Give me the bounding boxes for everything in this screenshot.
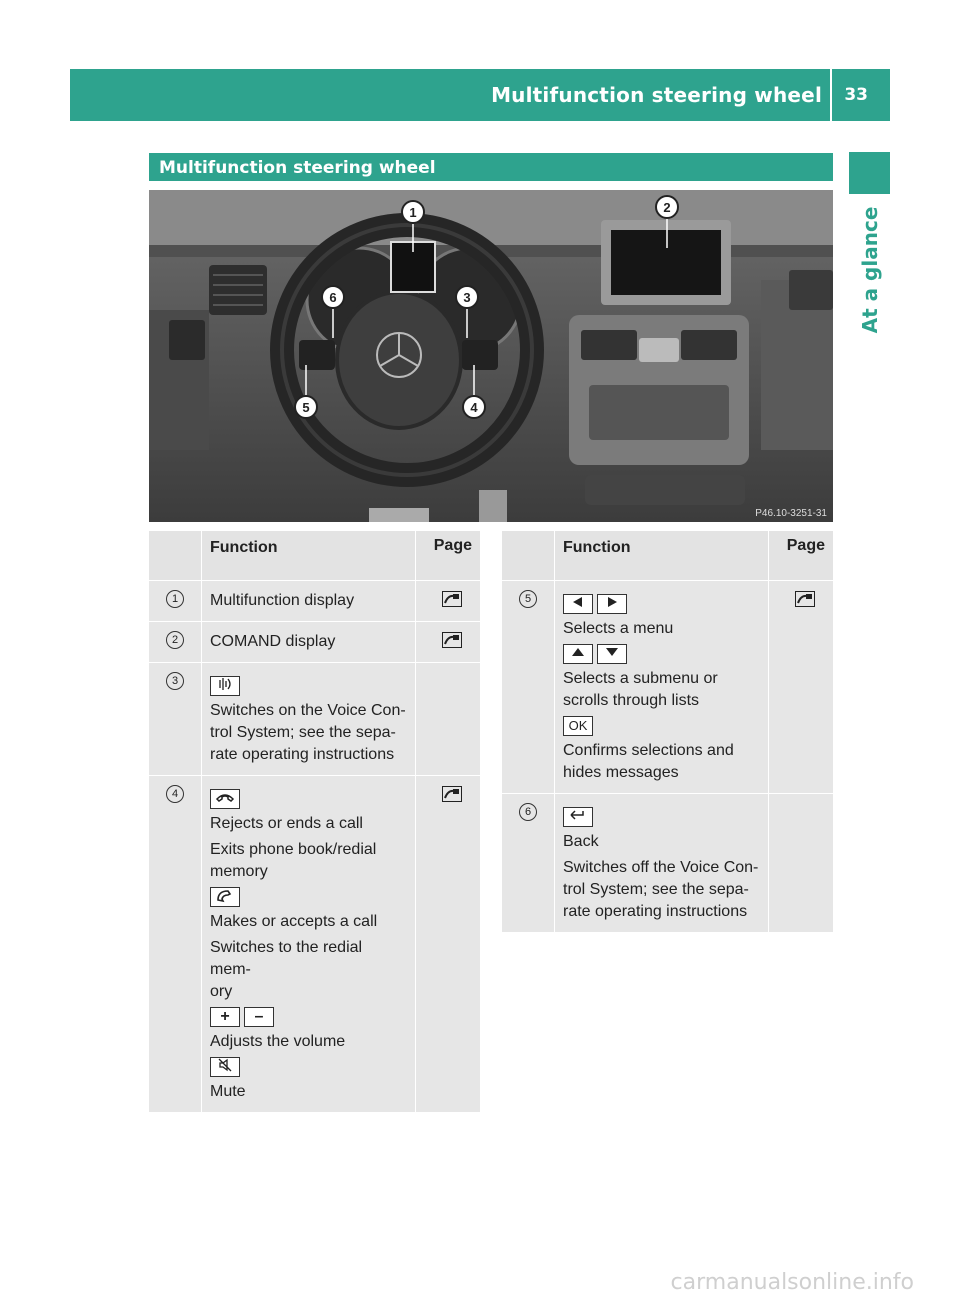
header-title: Multifunction steering wheel (491, 83, 822, 107)
page-reference-icon (795, 591, 815, 607)
section-header (149, 153, 833, 181)
function-text: trol System; see the sepa- (563, 881, 749, 898)
cockpit-photo (149, 190, 833, 522)
table-row (149, 776, 480, 1113)
left-arrow-key (563, 594, 593, 614)
table-row (502, 581, 833, 794)
function-text: Mute (210, 1083, 246, 1100)
svg-text:1: 1 (409, 205, 417, 220)
row-number: 5 (519, 590, 537, 608)
function-text: Switches off the Voice Con- (563, 859, 759, 876)
side-tab-block (849, 152, 890, 194)
header-divider (830, 69, 832, 121)
function-text: Adjusts the volume (210, 1033, 346, 1050)
page-header (70, 69, 890, 121)
function-text: rate operating instructions (563, 903, 748, 920)
page-reference-icon (442, 632, 462, 648)
function-table-left (149, 531, 480, 1112)
function-text: Confirms selections and (563, 742, 734, 759)
svg-text:4: 4 (470, 400, 478, 415)
end-call-icon (210, 789, 240, 809)
svg-text:5: 5 (302, 400, 310, 415)
header-num (149, 531, 202, 581)
back-icon (563, 807, 593, 827)
section-title: Multifunction steering wheel (159, 158, 436, 178)
row-number: 1 (166, 590, 184, 608)
header-function: Function (555, 531, 769, 581)
table-row (149, 581, 480, 622)
function-text: trol System; see the sepa- (210, 724, 396, 741)
header-page: Page (769, 531, 834, 581)
volume-down-key: – (244, 1007, 274, 1027)
up-arrow-key (563, 644, 593, 664)
row-number: 2 (166, 631, 184, 649)
right-arrow-key (597, 594, 627, 614)
ok-key: OK (563, 716, 593, 736)
table-row (149, 622, 480, 663)
function-text: Multifunction display (210, 592, 355, 609)
svg-text:2: 2 (663, 200, 671, 215)
header-function: Function (202, 531, 416, 581)
function-text: Back (563, 833, 599, 850)
page-reference-icon (442, 591, 462, 607)
svg-text:3: 3 (463, 290, 471, 305)
row-number: 4 (166, 785, 184, 803)
row-number: 3 (166, 672, 184, 690)
function-text: Selects a submenu or (563, 670, 718, 687)
page-number: 33 (844, 85, 868, 105)
down-arrow-key (597, 644, 627, 664)
mute-icon (210, 1057, 240, 1077)
function-text: Switches on the Voice Con- (210, 702, 406, 719)
function-text: hides messages (563, 764, 679, 781)
row-number: 6 (519, 803, 537, 821)
volume-up-key: + (210, 1007, 240, 1027)
function-text: rate operating instructions (210, 746, 395, 763)
footer-watermark: carmanualsonline.info (670, 1270, 914, 1295)
function-table-right (502, 531, 833, 932)
function-text: ory (210, 983, 233, 1000)
function-text: COMAND display (210, 633, 336, 650)
table-row (502, 794, 833, 933)
side-tab-label: At a glance (857, 206, 882, 334)
function-text: Selects a menu (563, 620, 674, 637)
function-text: Exits phone book/redial (210, 841, 377, 858)
header-num (502, 531, 555, 581)
svg-text:6: 6 (329, 290, 337, 305)
function-text: Makes or accepts a call (210, 913, 378, 930)
header-page: Page (416, 531, 481, 581)
accept-call-icon (210, 887, 240, 907)
page-reference-icon (442, 786, 462, 802)
function-text: memory (210, 863, 268, 880)
table-row (149, 663, 480, 776)
image-caption: P46.10-3251-31 (755, 508, 827, 519)
function-text: Switches to the redial mem- (210, 939, 363, 978)
function-text: Rejects or ends a call (210, 815, 363, 832)
function-text: scrolls through lists (563, 692, 700, 709)
voice-icon (210, 676, 240, 696)
